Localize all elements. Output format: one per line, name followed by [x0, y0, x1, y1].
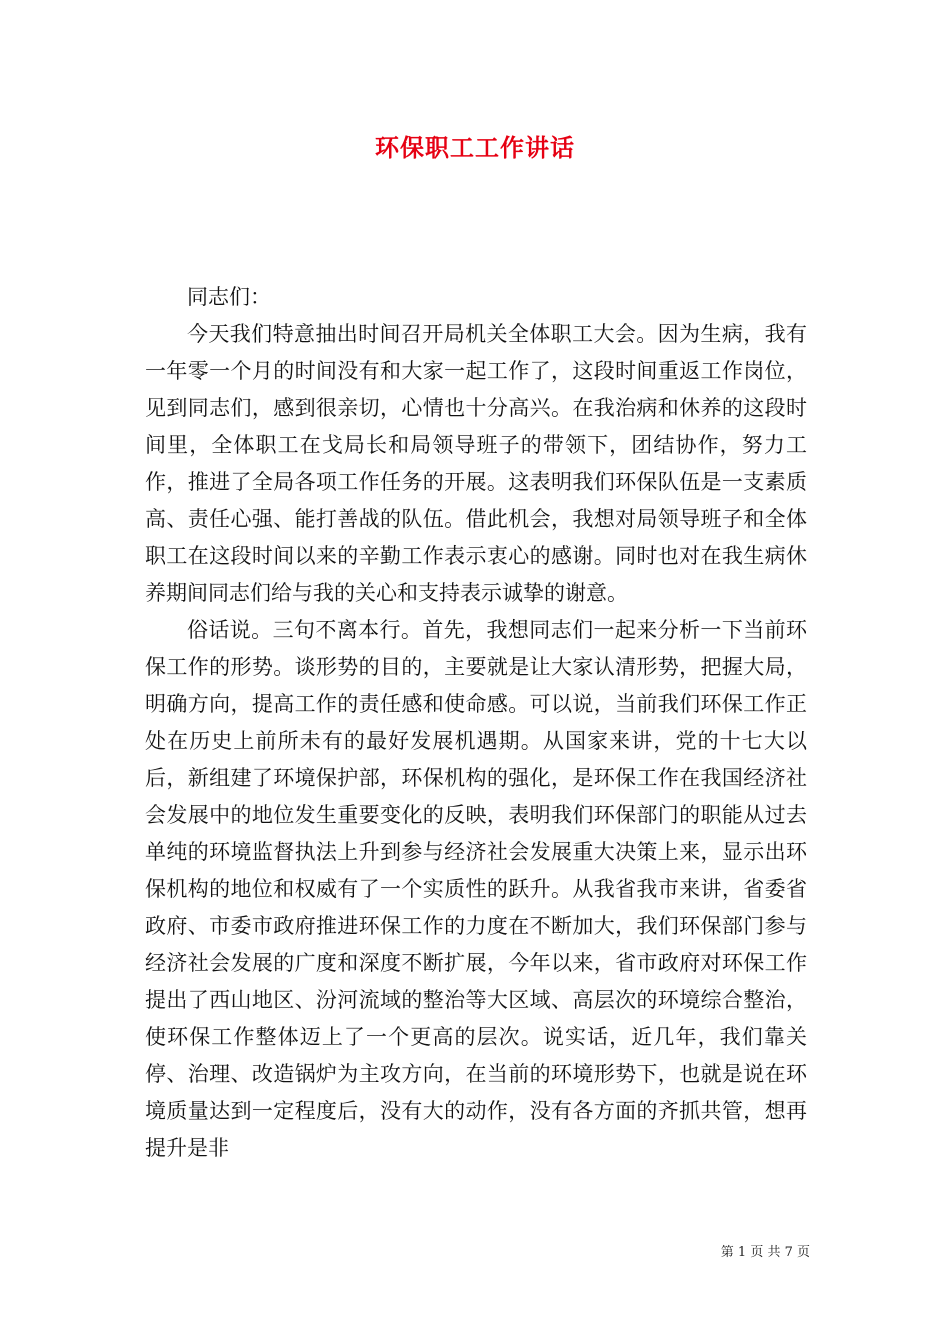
- paragraph-salutation: 同志们：: [187, 285, 271, 309]
- page-number: 第 1 页 共 7 页: [720, 1245, 810, 1260]
- document-body: [145, 279, 807, 1167]
- document-title: 环保职工工作讲话: [375, 133, 575, 162]
- paragraph-opening: 今天我们特意抽出时间召开局机关全体职工大会。因为生病，我有一年零一个月的时间没有和大家一起工作了，这段时间重返工作岗位，见到同志们，感到很亲切，心情也十分高兴。在我治病和休养的这段时间里，全体职工在戈局长和局领导班子的带领下，团结协作，努力工作，推进了全局各项工作任务的开展。这表明我们环保队伍是一支素质高、责任心强、能打善战的队伍。借此机会，我想对局领导班子和全体职工在这段时间以来的辛勤工作表示衷心的感谢。同时也对在我生病休养期间同志们给与我的关心和支持表示诚挚的谢意。: [145, 322, 807, 605]
- paragraph-situation: 俗话说。三句不离本行。首先，我想同志们一起来分析一下当前环保工作的形势。谈形势的目的，主要就是让大家认清形势，把握大局，明确方向，提高工作的责任感和使命感。可以说，当前我们环保工作正处在历史上前所未有的最好发展机遇期。从国家来讲，党的十七大以后，新组建了环境保护部，环保机构的强化，是环保工作在我国经济社会发展中的地位发生重要变化的反映，表明我们环保部门的职能从过去单纯的环境监督执法上升到参与经济社会发展重大决策上来，显示出环保机构的地位和权威有了一个实质性的跃升。从我省我市来讲，省委省政府、市委市政府推进环保工作的力度在不断加大，我们环保部门参与经济社会发展的广度和深度不断扩展，今年以来，省市政府对环保工作提出了西山地区、汾河流域的整治等大区域、高层次的环境综合整治，使环保工作整体迈上了一个更高的层次。说实话，近几年，我们靠关停、治理、改造锅炉为主攻方向，在当前的环境形势下，也就是说在环境质量达到一定程度后，没有大的动作，没有各方面的齐抓共管，想再提升是非: [145, 618, 807, 1160]
